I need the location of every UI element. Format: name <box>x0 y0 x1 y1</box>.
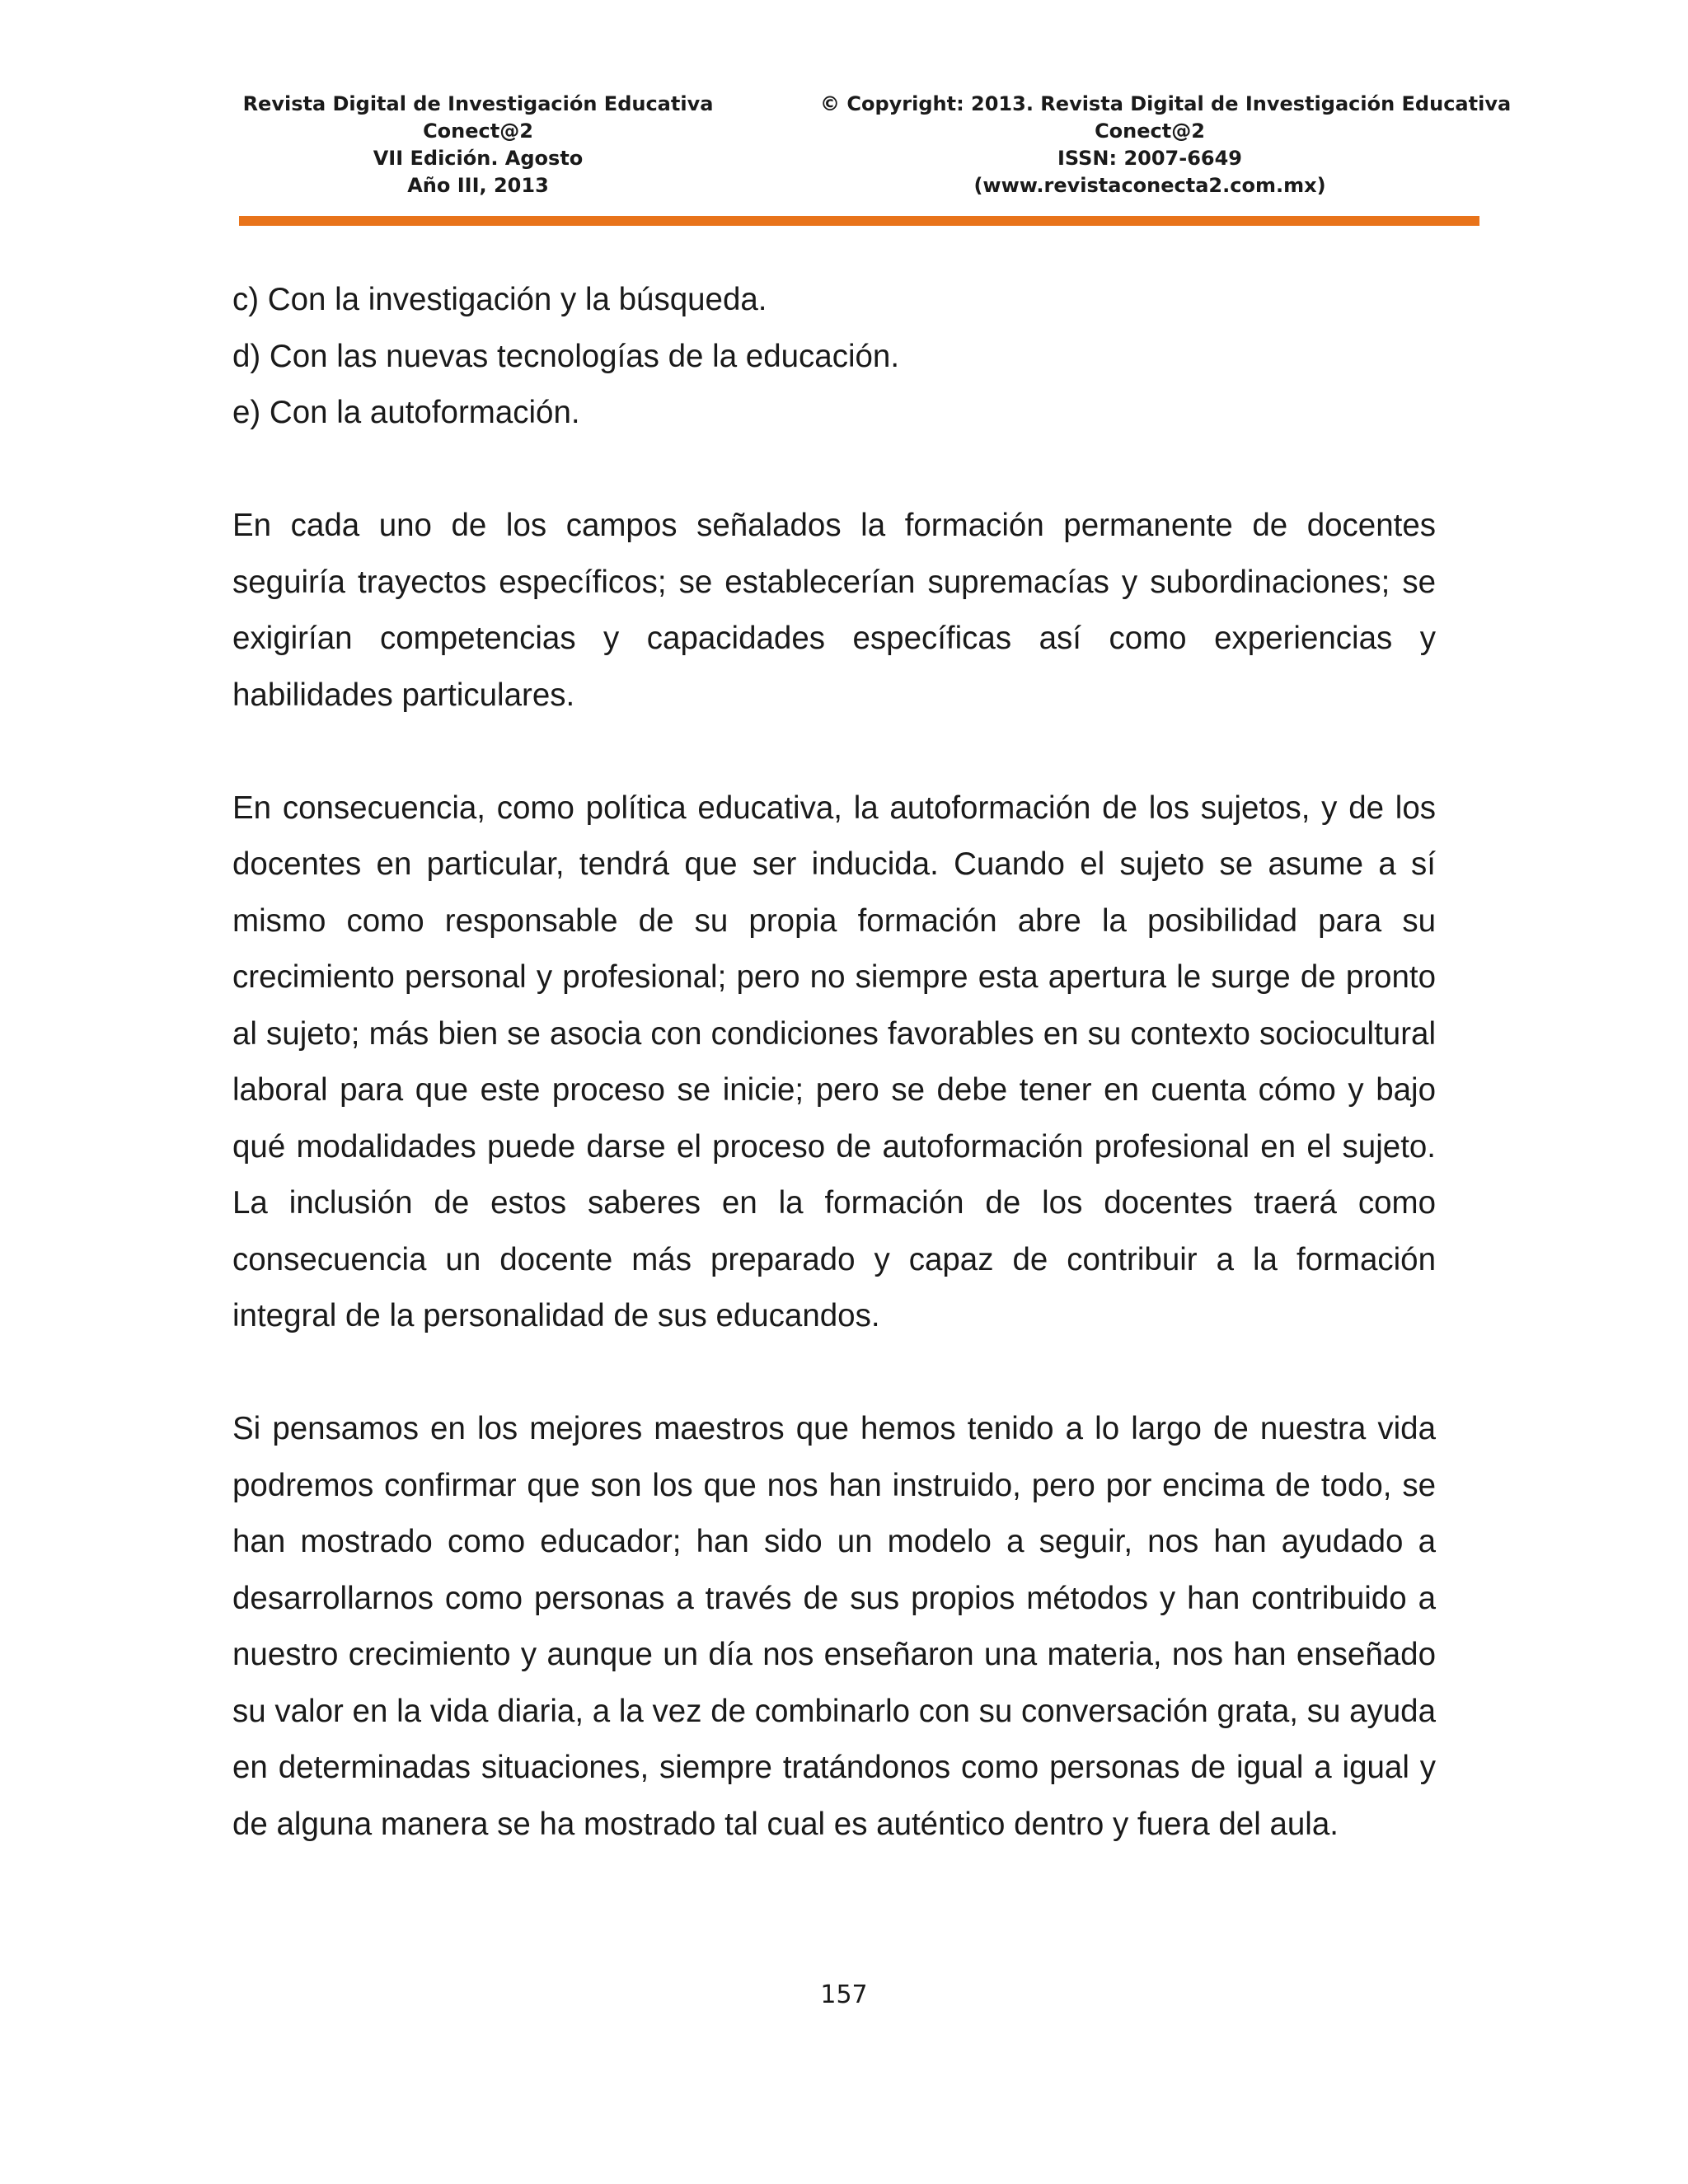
edition-label: VII Edición. Agosto <box>373 147 584 170</box>
journal-name: Conect@2 <box>423 120 533 143</box>
copyright-notice: © Copyright: 2013. Revista Digital de Investigación Educativa <box>820 92 1512 115</box>
journal-info-block <box>239 91 717 199</box>
page-number: 157 <box>820 1980 868 2009</box>
body-paragraph: Si pensamos en los mejores maestros que hemos tenido a lo largo de nuestra vida podremos confirmar que son los que nos han instruido, pero por encima de todo, se han mostrado como educador; han sido un modelo a seguir, nos han ayudado a desarrollarnos como personas a través de sus propios métodos y han contribuido a nuestro crecimiento y aunque un día nos enseñaron una materia, nos han enseñado su valor en la vida diaria, a la vez de combinarlo con su conversación grata, su ayuda en determinadas situaciones, siempre tratándonos como personas de igual a igual y de alguna manera se ha mostrado tal cual es auténtico dentro y fuera del aula. <box>232 1411 1436 1842</box>
page-header <box>0 91 1688 214</box>
paragraph-spacer <box>232 442 1436 499</box>
journal-title: Revista Digital de Investigación Educativa <box>242 92 714 115</box>
paragraph-spacer <box>232 1345 1436 1402</box>
paragraph-spacer <box>232 724 1436 780</box>
header-divider <box>239 216 1479 226</box>
list-item: d) Con las nuevas tecnologías de la educación. <box>232 338 900 374</box>
year-label: Año III, 2013 <box>407 174 549 197</box>
copyright-block <box>820 91 1512 199</box>
list-item: e) Con la autoformación. <box>232 395 580 430</box>
list-item: c) Con la investigación y la búsqueda. <box>232 282 767 317</box>
journal-website: (www.revistaconecta2.com.mx) <box>973 174 1326 197</box>
body-paragraph: En cada uno de los campos señalados la formación permanente de docentes seguiría trayectos específicos; se establecerían supremacías y subordinaciones; se exigirían competencias y capacidades específicas así como experiencias y habilidades particulares. <box>232 508 1436 713</box>
body-paragraph: En consecuencia, como política educativa, la autoformación de los sujetos, y de los docentes en particular, tendrá que ser inducida. Cuando el sujeto se asume a sí mismo como responsable de su propia formación abre la posibilidad para su crecimiento personal y profesional; pero no siempre esta apertura le surge de pronto al sujeto; más bien se asocia con condiciones favorables en su contexto sociocultural laboral para que este proceso se inicie; pero se debe tener en cuenta cómo y bajo qué modalidades puede darse el proceso de autoformación profesional en el sujeto. La inclusión de estos saberes en la formación de los docentes traerá como consecuencia un docente más preparado y capaz de contribuir a la formación integral de la personalidad de sus educandos. <box>232 790 1436 1333</box>
issn-label: ISSN: 2007-6649 <box>1057 147 1242 170</box>
article-body <box>232 272 1436 1853</box>
copyright-journal-name: Conect@2 <box>1095 120 1205 143</box>
